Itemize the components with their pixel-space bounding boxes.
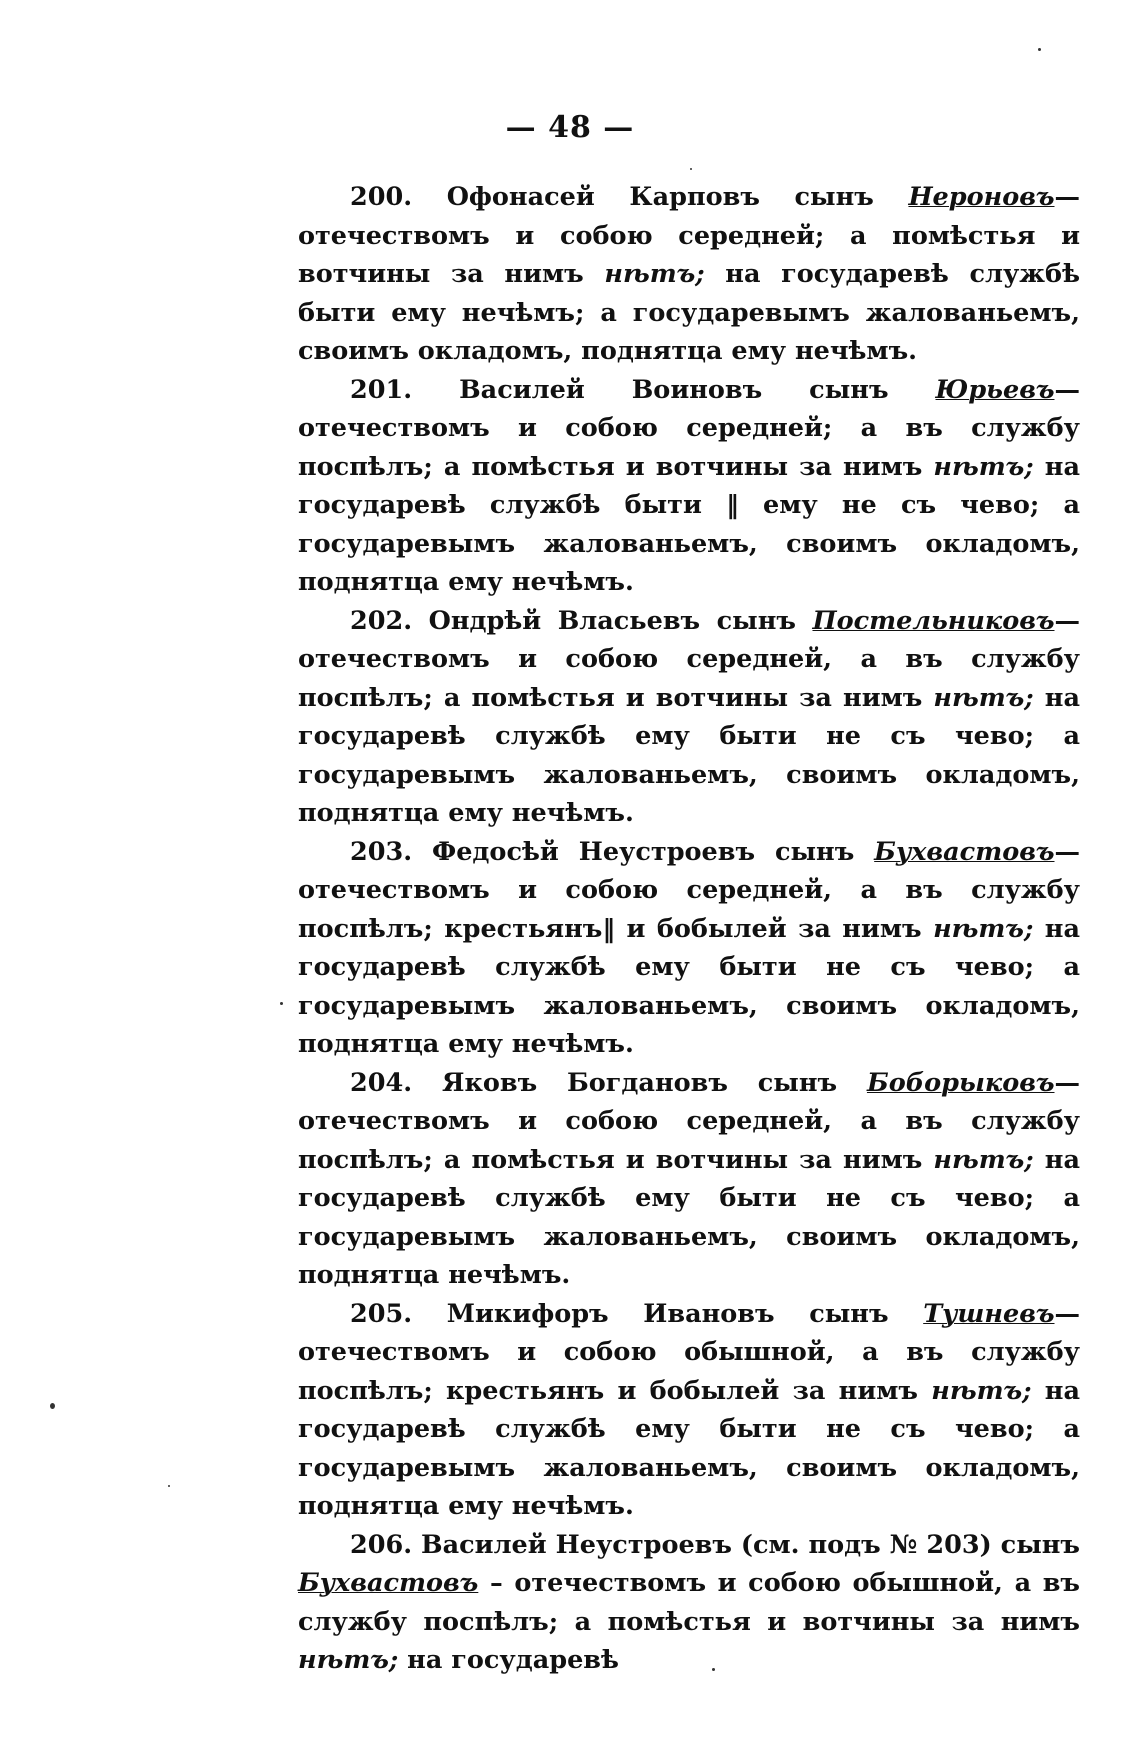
entry-net: нѣтъ; <box>933 451 1034 482</box>
entry-lead: 200. Офонасей Карповъ сынъ <box>350 182 909 212</box>
entry-tail: на государевѣ службѣ ему быти не съ чево; а государевымъ жалованьемъ, своимъ окладомъ, поднятца ему нечѣмъ. <box>298 913 1080 1059</box>
entry-mid: —отечествомъ и собою середней, а въ службу поспѣлъ; а помѣстья и вотчины за нимъ <box>298 1067 1080 1175</box>
entry-net: нѣтъ; <box>933 913 1034 944</box>
entry-tail: на государевѣ службѣ ему быти не съ чево; а государевымъ жалованьемъ, своимъ окладомъ, поднятца ему нечѣмъ. <box>298 1375 1080 1521</box>
entry-lead: 203. Федосѣй Неустроевъ сынъ <box>350 836 875 867</box>
entry-mid: —отечествомъ и собою обышной, а въ службу поспѣлъ; крестьянъ и бобылей за нимъ <box>298 1298 1080 1406</box>
entry-tail: на государевѣ <box>398 1645 619 1675</box>
scan-speck <box>280 1002 283 1005</box>
entry-lead: 202. Ондрѣй Власьевъ сынъ <box>350 605 813 636</box>
entry-surname: Бухвастовъ <box>874 836 1055 867</box>
entry-net: нѣтъ; <box>931 1375 1032 1406</box>
entry-mid: —отечествомъ и собою середней, а въ службу поспѣлъ; крестьянъ‖ и бобылей за нимъ <box>298 836 1080 944</box>
entry-surname: Боборыковъ <box>866 1067 1055 1098</box>
entry-203 <box>298 833 1080 1064</box>
entry-lead: 201. Василей Воиновъ сынъ <box>350 374 936 405</box>
entry-net: нѣтъ; <box>298 1645 399 1675</box>
entry-net: нѣтъ; <box>933 682 1034 713</box>
scan-speck <box>168 1485 170 1487</box>
entry-206 <box>298 1526 1080 1680</box>
entry-mid: —отечествомъ и собою середней, а въ службу поспѣлъ; а помѣстья и вотчины за нимъ <box>298 605 1080 713</box>
scan-speck <box>1038 48 1041 51</box>
entry-lead: 206. Василей Неустроевъ (см. подъ № 203) сынъ <box>350 1529 1080 1560</box>
entry-lead: 205. Микифоръ Ивановъ сынъ <box>350 1298 924 1329</box>
entry-lead: 204. Яковъ Богдановъ сынъ <box>350 1067 867 1098</box>
entry-surname: Постельниковъ <box>812 605 1055 636</box>
entry-surname: Юрьевъ <box>935 374 1055 405</box>
entry-mid: —отечествомъ и собою середней; а помѣстья и вотчины за нимъ <box>298 182 1080 289</box>
entry-tail: на государевѣ службѣ быти ‖ ему не съ чево; а государевымъ жалованьемъ, своимъ окладомъ, поднятца ему нечѣмъ. <box>298 451 1080 597</box>
entry-mid: —отечествомъ и собою середней; а въ службу поспѣлъ; а помѣстья и вотчины за нимъ <box>298 374 1080 482</box>
scan-speck <box>50 1403 55 1409</box>
entry-205 <box>298 1295 1080 1526</box>
entry-201 <box>298 371 1080 602</box>
entry-surname: Бухвастовъ <box>298 1568 479 1598</box>
text-column <box>298 178 1080 1680</box>
entry-net: нѣтъ; <box>604 259 705 289</box>
entry-200 <box>298 178 1080 371</box>
entry-204 <box>298 1064 1080 1295</box>
scan-speck <box>690 168 692 170</box>
entry-tail: на государевѣ службѣ ему быти не съ чево; а государевымъ жалованьемъ, своимъ окладомъ, поднятца ему нечѣмъ. <box>298 682 1080 828</box>
entry-surname: Тушневъ <box>923 1298 1055 1329</box>
entry-surname: Нероновъ <box>908 182 1055 212</box>
scan-speck <box>712 1668 715 1671</box>
entry-tail: на государевѣ службѣ ему быти не съ чево; а государевымъ жалованьемъ, своимъ окладомъ, поднятца нечѣмъ. <box>298 1144 1080 1290</box>
entry-net: нѣтъ; <box>933 1144 1034 1175</box>
page-number: — 48 — <box>505 110 635 145</box>
entry-tail: на государевѣ службѣ быти ему нечѣмъ; а государевымъ жалованьемъ, своимъ окладомъ, поднятца ему нечѣмъ. <box>298 259 1080 366</box>
entry-202 <box>298 602 1080 833</box>
entry-mid: – отечествомъ и собою обышной, а въ службу поспѣлъ; а помѣстья и вотчины за нимъ <box>298 1568 1080 1637</box>
